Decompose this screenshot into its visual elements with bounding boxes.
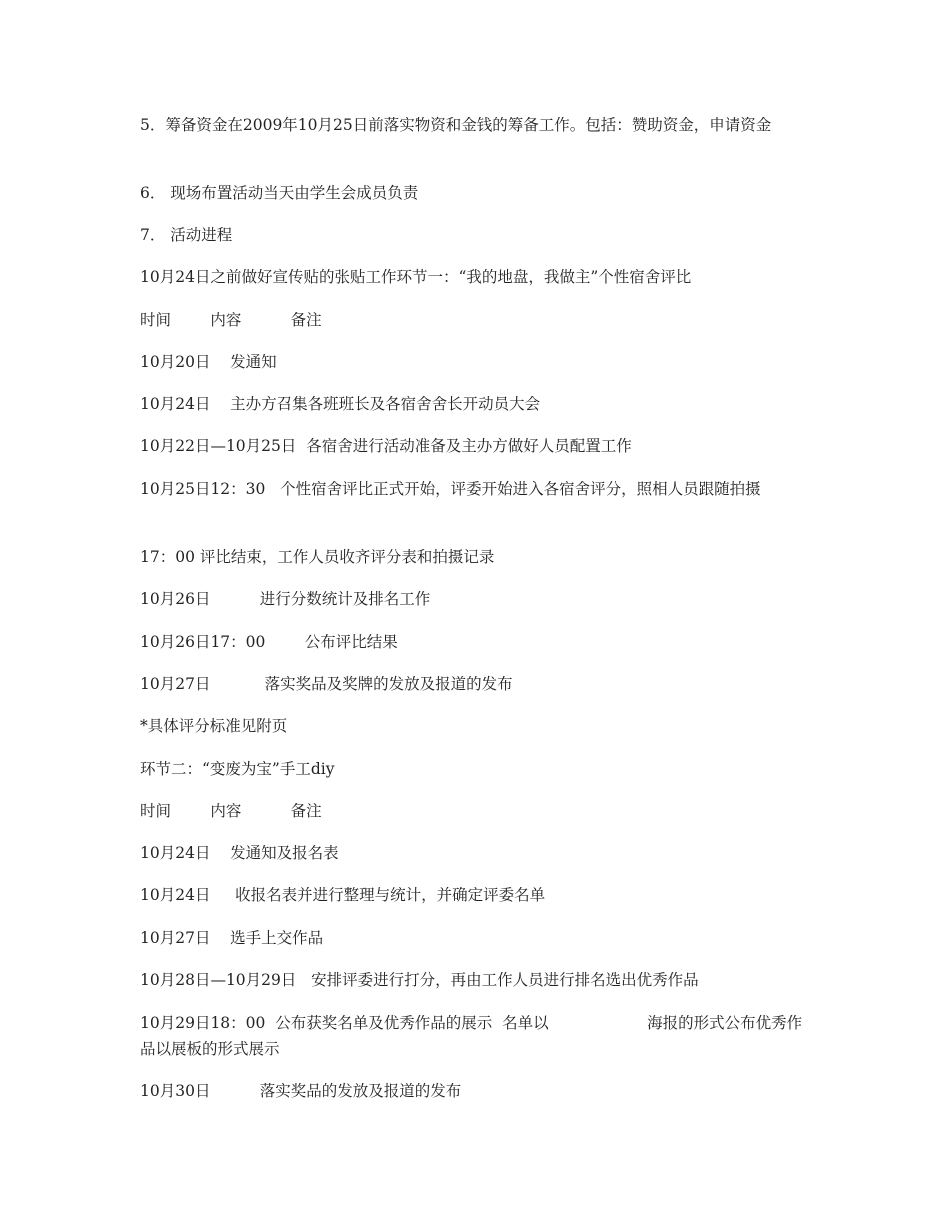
schedule-row: 10月24日 发通知及报名表 [140,844,339,862]
schedule-row: 10月24日 主办方召集各班班长及各宿舍舍长开动员大会 [140,395,541,413]
schedule-row: 10月22日—10月25日 各宿舍进行活动准备及主办方做好人员配置工作 [140,437,632,455]
schedule-row: 10月26日17：00 公布评比结果 [140,633,398,651]
paragraph-note: *具体评分标准见附页 [140,717,288,735]
paragraph-funding: 5．筹备资金在2009年10月25日前落实物资和金钱的筹备工作。包括：赞助资金，申请资金 [140,116,772,134]
paragraph-venue-setup: 6． 现场布置活动当天由学生会成员负责 [140,184,419,202]
table-header-section-two: 时间 内容 备注 [140,802,322,820]
schedule-row: 10月28日—10月29日 安排评委进行打分，再由工作人员进行排名选出优秀作品 [140,971,699,989]
schedule-row: 10月20日 发通知 [140,353,277,371]
paragraph-section-one-title: 10月24日之前做好宣传贴的张贴工作环节一：“我的地盘，我做主”个性宿舍评比 [140,268,692,286]
paragraph-section-two-title: 环节二：“变废为宝”手工diy [140,760,335,778]
schedule-row: 10月26日 进行分数统计及排名工作 [140,590,431,608]
schedule-row: 10月27日 选手上交作品 [140,929,324,947]
schedule-row: 10月29日18：00 公布获奖名单及优秀作品的展示 名单以 海报的形式公布优秀作品以展板的形式展示 [140,1014,803,1058]
schedule-row: 10月25日12：30 个性宿舍评比正式开始，评委开始进入各宿舍评分，照相人员跟随拍摄 [140,480,761,498]
schedule-row: 10月24日 收报名表并进行整理与统计，并确定评委名单 [140,886,546,904]
schedule-row: 17：00 评比结束，工作人员收齐评分表和拍摄记录 [140,548,495,566]
paragraph-activity-progress: 7． 活动进程 [140,226,233,244]
schedule-row: 10月27日 落实奖品及奖牌的发放及报道的发布 [140,675,513,693]
schedule-row: 10月30日 落实奖品的发放及报道的发布 [140,1082,462,1100]
table-header-section-one: 时间 内容 备注 [140,311,322,329]
